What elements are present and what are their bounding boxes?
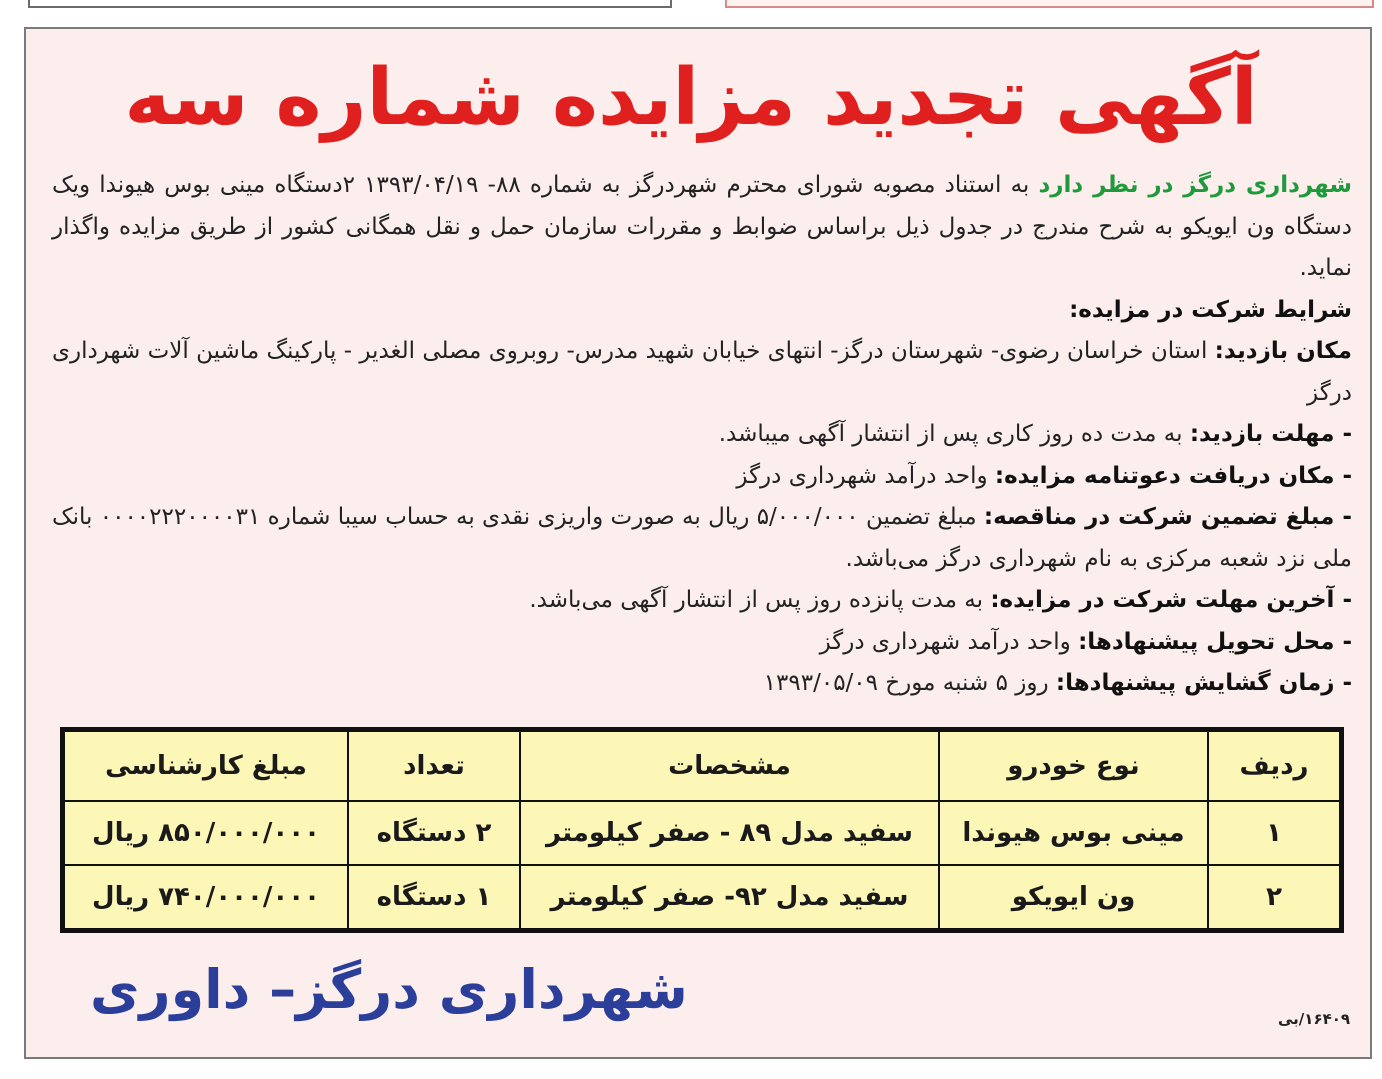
conditions-title: شرایط شرکت در مزایده: <box>1069 296 1352 323</box>
invitation-place-label: - مکان دریافت دعوتنامه مزایده: <box>994 462 1352 489</box>
cell-appraised-price: ۷۴۰/۰۰۰/۰۰۰ ریال <box>64 865 348 929</box>
intro-paragraph <box>52 165 1352 290</box>
table-row <box>64 801 1340 865</box>
cell-specifications: سفید مدل ۸۹ - صفر کیلومتر <box>520 801 939 865</box>
guarantee-value: مبلغ تضمین ۵/۰۰۰/۰۰۰ ریال به صورت واریزی نقدی به حساب سیبا شماره ۰۰۰۰۲۲۲۰۰۰۰۳۱ بانک ملی نزد شعبه مرکزی به نام شهرداری درگز می‌باشد. <box>52 504 1352 572</box>
visit-deadline-label: - مهلت بازدید: <box>1189 421 1352 447</box>
delivery-place-label: - محل تحویل پیشنهادها: <box>1078 628 1352 655</box>
adjacent-ad-border-right <box>725 0 1374 8</box>
reference-number: ۱۶۴۰۹/بی <box>1278 1010 1351 1028</box>
cell-quantity: ۱ دستگاه <box>348 865 520 929</box>
header-appraised-price: مبلغ کارشناسی <box>64 731 348 801</box>
intro-text: به استناد مصوبه شورای محترم شهردرگز به شماره ۸۸- ۱۳۹۳/۰۴/۱۹ ۲دستگاه مینی بوس هیوندا ویک دستگاه ون ایویکو به شرح مندرج در جدول ذیل براساس ضوابط و مقررات سازمان حمل و نقل همگانی کشور از طریق مزایده واگذار نماید. <box>52 172 1352 281</box>
invitation-place <box>52 456 1352 498</box>
cell-vehicle-type: مینی بوس هیوندا <box>939 801 1208 865</box>
opening-time-value: روز ۵ شنبه مورخ ۱۳۹۳/۰۵/۰۹ <box>763 670 1056 696</box>
visit-place-label: مکان بازدید: <box>1214 338 1352 364</box>
organization-name: شهرداری درگز در نظر دارد <box>1038 172 1352 198</box>
last-deadline-value: به مدت پانزده روز پس از انتشار آگهی می‌باشد. <box>529 587 991 613</box>
opening-time-label: - زمان گشایش پیشنهادها: <box>1055 670 1352 696</box>
visit-deadline-value: به مدت ده روز کاری پس از انتشار آگهی میباشد. <box>718 421 1190 447</box>
table-header-row <box>64 731 1340 801</box>
visit-place <box>52 331 1352 414</box>
header-vehicle-type: نوع خودرو <box>939 731 1208 801</box>
cell-quantity: ۲ دستگاه <box>348 801 520 865</box>
vehicles-table-grid <box>63 730 1341 930</box>
cell-row-number: ۲ <box>1208 865 1340 929</box>
invitation-place-value: واحد درآمد شهرداری درگز <box>736 462 995 489</box>
cell-specifications: سفید مدل ۹۲- صفر کیلومتر <box>520 865 939 929</box>
cell-row-number: ۱ <box>1208 801 1340 865</box>
opening-time <box>52 663 1352 705</box>
vehicles-table <box>60 727 1344 933</box>
header-quantity: تعداد <box>348 731 520 801</box>
cell-vehicle-type: ون ایویکو <box>939 865 1208 929</box>
guarantee <box>52 497 1352 580</box>
last-deadline <box>52 580 1352 622</box>
adjacent-ad-border-left <box>28 0 672 8</box>
table-row <box>64 865 1340 929</box>
visit-deadline <box>52 414 1352 456</box>
cell-appraised-price: ۸۵۰/۰۰۰/۰۰۰ ریال <box>64 801 348 865</box>
last-deadline-label: - آخرین مهلت شرکت در مزایده: <box>990 587 1352 613</box>
header-row-number: ردیف <box>1208 731 1340 801</box>
header-specifications: مشخصات <box>520 731 939 801</box>
delivery-place-value: واحد درآمد شهرداری درگز <box>819 628 1079 655</box>
signature: شهرداری درگز– داوری <box>90 958 688 1021</box>
headline: آگهی تجدید مزایده شماره سه <box>124 53 1258 143</box>
delivery-place <box>52 622 1352 664</box>
ad-body <box>52 165 1352 705</box>
guarantee-label: - مبلغ تضمین شرکت در مناقصه: <box>983 504 1352 530</box>
visit-place-value: استان خراسان رضوی- شهرستان درگز- انتهای خیابان شهید مدرس- روبروی مصلی الغدیر - پارکینگ ماشین آلات شهرداری درگز <box>52 338 1352 406</box>
